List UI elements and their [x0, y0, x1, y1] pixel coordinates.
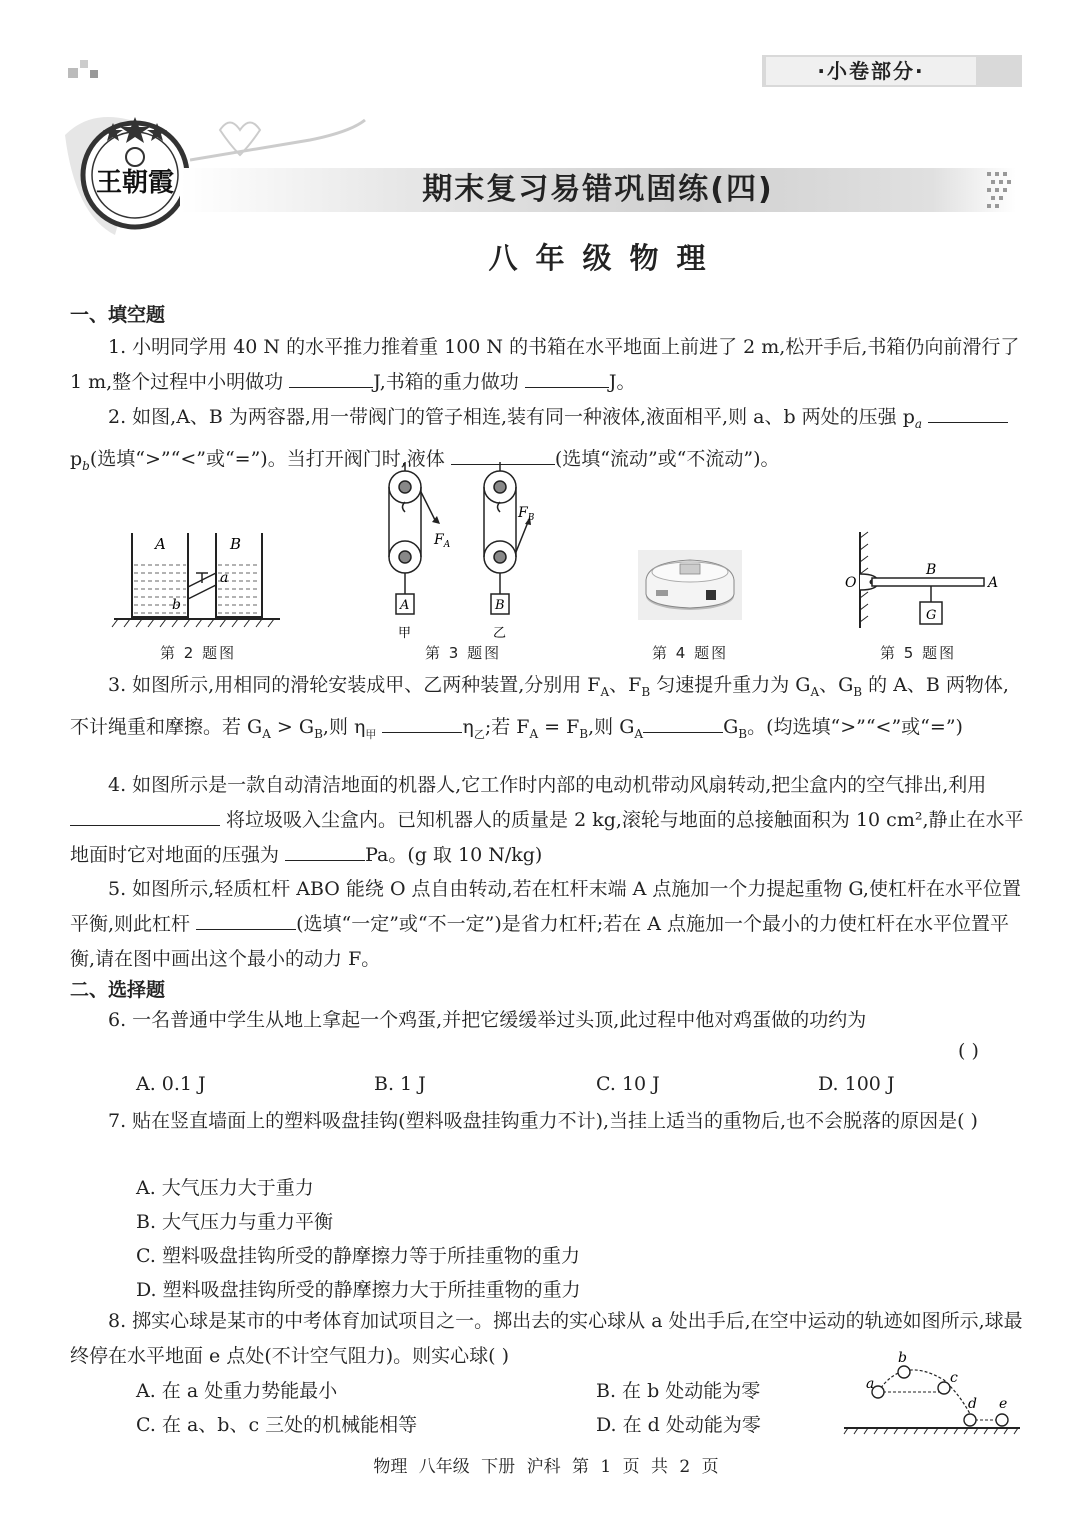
question-7-stem: 7. 贴在竖直墙面上的塑料吸盘挂钩(塑料吸盘挂钩重力不计),当挂上适当的重物后,也不会脱落的原因是( )	[108, 1110, 978, 1132]
question-5	[70, 872, 1025, 977]
point-d-label: d	[968, 1396, 977, 1412]
option-c[interactable]: C. 在 a、b、c 三处的机械能相等	[136, 1414, 418, 1436]
subscript: 甲	[365, 727, 377, 741]
question-4-text: 4. 如图所示是一款自动清洁地面的机器人,它工作时内部的电动机带动风扇转动,把尘盒内的空气排出,利用	[108, 774, 987, 796]
option-a[interactable]: A. 大气压力大于重力	[136, 1177, 314, 1199]
setup-yi-label: 乙	[493, 626, 507, 641]
point-b-label: B	[926, 562, 937, 578]
question-1-text: J,书箱的重力做功	[373, 371, 519, 393]
figure-4-robot-vacuum	[638, 550, 742, 620]
question-3-text: 。(均选填“>”“<”或“=”)	[747, 715, 963, 738]
answer-blank[interactable]	[525, 367, 609, 388]
question-3	[70, 668, 1025, 752]
figure-2-caption: 第 2 题图	[160, 644, 237, 662]
setup-jia-label: 甲	[398, 626, 412, 641]
subscript: B	[641, 684, 651, 699]
question-2-text: p	[70, 447, 83, 470]
point-b: b	[172, 597, 181, 613]
subscript: B	[579, 726, 589, 741]
subscript: A	[529, 726, 539, 741]
option-a[interactable]: A. 在 a 处重力势能最小	[136, 1380, 338, 1402]
question-2-text: 2. 如图,A、B 为两容器,用一带阀门的管子相连,装有同一种液体,液面相平,则 a、b 两处的压强 p	[108, 406, 915, 428]
force-a-label: $F_A$	[434, 532, 451, 550]
option-a[interactable]: A. 0.1 J	[136, 1073, 206, 1095]
dots-decoration	[985, 168, 1025, 212]
option-d[interactable]: D. 塑料吸盘挂钩所受的静摩擦力大于所挂重物的重力	[136, 1279, 581, 1301]
logo-text: 王朝霞	[95, 168, 175, 198]
question-3-text: G	[723, 715, 739, 738]
option-c[interactable]: C. 塑料吸盘挂钩所受的静摩擦力等于所挂重物的重力	[136, 1245, 580, 1267]
page-subtitle: 八年级物理	[488, 241, 724, 275]
question-3-text: 、G	[819, 674, 854, 696]
option-c[interactable]: C. 10 J	[596, 1073, 660, 1095]
option-d[interactable]: D. 100 J	[818, 1073, 895, 1095]
question-1-text: 1. 小明同学用 40 N 的水平推力推着重 100 N 的书箱在水平地面上前进了 2 m,松开手后,书箱仍向前滑行了 1 m,整个过程中小明做功	[70, 336, 1020, 393]
page-footer: 物理 八年级 下册 沪科 第 1 页 共 2 页	[373, 1457, 719, 1477]
question-6-stem: 6. 一名普通中学生从地上拿起一个鸡蛋,并把它缓缓举过头顶,此过程中他对鸡蛋做的功约为	[108, 1009, 867, 1031]
option-b[interactable]: B. 大气压力与重力平衡	[136, 1211, 334, 1233]
subscript: 乙	[473, 727, 485, 741]
subscript: A	[262, 726, 271, 741]
question-4	[70, 768, 1025, 873]
answer-paren[interactable]: ( )	[958, 1040, 979, 1062]
question-4-text: Pa。(g 取 10 N/kg)	[365, 844, 543, 866]
answer-blank[interactable]	[289, 367, 373, 388]
point-b-label: b	[898, 1350, 907, 1366]
question-4-text: 将垃圾吸入尘盒内。已知机器人的质量是 2 kg,滚轮与地面的总接触面积为 10 cm²,静止在水平地面时它对地面的压强为	[70, 809, 1024, 866]
subscript: B	[738, 726, 748, 741]
question-3-text: 3. 如图所示,用相同的滑轮安装成甲、乙两种装置,分别用 F	[108, 674, 601, 696]
figure-3-pulleys	[360, 462, 550, 642]
point-a-label: A	[988, 575, 999, 591]
point-a: a	[220, 570, 229, 586]
question-2-text: (选填“>”“<”或“=”)。当打开阀门时,液体	[89, 447, 445, 470]
answer-blank[interactable]	[928, 402, 1008, 423]
figure-3-caption: 第 3 题图	[425, 644, 502, 662]
pivot-o-label: O	[845, 575, 857, 591]
question-5-text: (选填“一定”或“不一定”)是省力杠杆;若在 A 点施加一个最小的力使杠杆在水平位置平衡,请在图中画出这个最小的动力 F。	[70, 913, 1009, 970]
question-8-stem: 8. 掷实心球是某市的中考体育加试项目之一。掷出去的实心球从 a 处出手后,在空中运动的轨迹如图所示,球最终停在水平地面 e 点处(不计空气阻力)。则实心球( )	[70, 1310, 1023, 1367]
box-a-label: A	[400, 598, 410, 613]
subscript: a	[914, 416, 923, 431]
question-3-text: = F	[538, 715, 580, 738]
figure-5-lever	[840, 530, 1010, 630]
subscript: A	[600, 684, 610, 699]
question-3-text: 、F	[609, 674, 642, 696]
answer-blank[interactable]	[70, 805, 220, 826]
option-b[interactable]: B. 1 J	[374, 1073, 426, 1095]
subscript: A	[634, 726, 644, 741]
force-b-label: $F_B$	[518, 505, 535, 523]
point-c-label: c	[950, 1370, 958, 1386]
figure-5-caption: 第 5 题图	[880, 644, 957, 662]
subscript: B	[314, 726, 323, 741]
question-1	[70, 330, 1025, 400]
question-3-text: ;若 F	[484, 715, 530, 738]
answer-blank[interactable]	[285, 840, 365, 861]
figure-4-caption: 第 4 题图	[652, 644, 729, 662]
figure-2-containers	[110, 525, 290, 635]
option-d[interactable]: D. 在 d 处动能为零	[596, 1414, 761, 1436]
ribbon-decoration	[190, 110, 370, 170]
subscript: b	[82, 458, 90, 473]
subscript: B	[853, 684, 863, 699]
label-a: A	[155, 535, 166, 553]
option-b[interactable]: B. 在 b 处动能为零	[596, 1380, 761, 1402]
question-3-text: ,则 η	[322, 715, 366, 738]
section-tag-label: ·小卷部分·	[766, 57, 976, 85]
question-1-text: J。	[608, 371, 636, 393]
brand-logo	[55, 95, 195, 245]
figure-8-trajectory	[842, 1350, 1022, 1435]
answer-blank[interactable]	[643, 712, 723, 733]
label-b: B	[230, 535, 242, 553]
question-3-text: 的 A、B 两物体,不计绳重和摩擦。若 G	[70, 674, 1009, 738]
box-b-label: B	[495, 598, 505, 613]
question-2-text: (选填“流动”或“不流动”)。	[554, 447, 780, 470]
question-3-text: η	[462, 715, 474, 738]
page-title: 期末复习易错巩固练(四)	[422, 172, 774, 207]
section-heading-fill-in: 一、填空题	[70, 304, 166, 326]
section-tag	[762, 55, 1022, 87]
answer-blank[interactable]	[196, 909, 296, 930]
question-3-text: 匀速提升重力为 G	[650, 674, 811, 696]
section-heading-choice: 二、选择题	[70, 979, 166, 1001]
point-a-label: a	[866, 1376, 875, 1392]
question-3-text: ,则 G	[588, 715, 635, 738]
question-5-text: 5. 如图所示,轻质杠杆 ABO 能绕 O 点自由转动,若在杠杆末端 A 点施加一个力提起重物 G,使杠杆在水平位置平衡,则此杠杆	[70, 878, 1021, 935]
answer-blank[interactable]	[382, 712, 462, 733]
point-e-label: e	[999, 1396, 1008, 1412]
subscript: A	[810, 684, 820, 699]
question-3-text: > G	[270, 715, 315, 738]
corner-decoration	[68, 60, 108, 84]
weight-g-label: G	[926, 608, 937, 623]
